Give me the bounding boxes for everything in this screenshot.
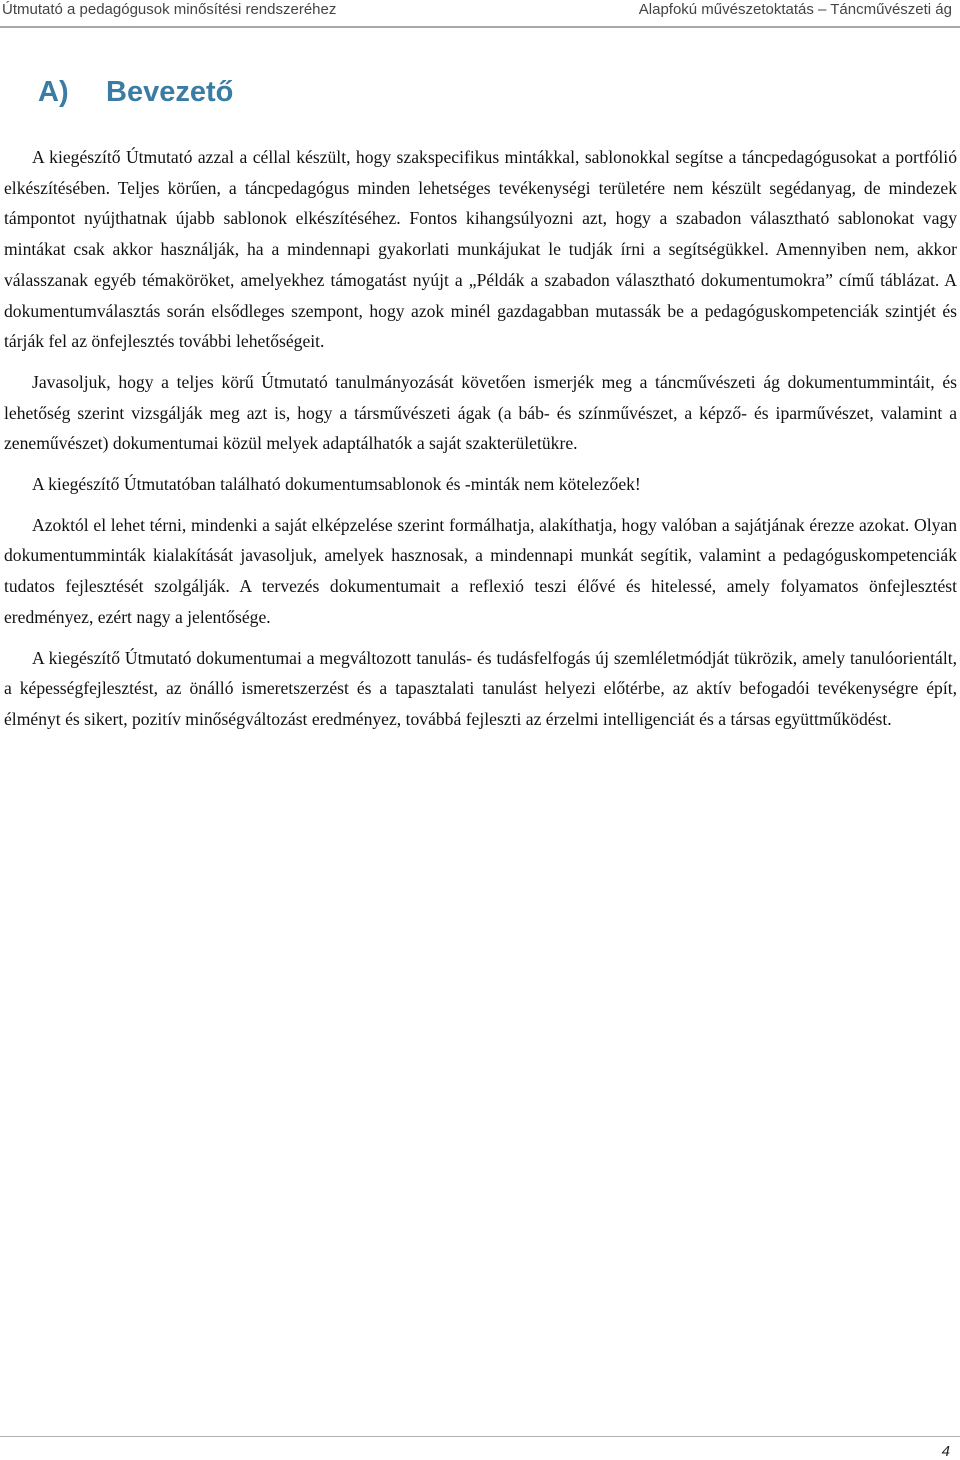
paragraph-intro: A kiegészítő Útmutató azzal a céllal készült, hogy szakspecifikus mintákkal, sablonokkal segítse a táncpedagógusokat a portfólió elkészítésében. Teljes körűen, a táncpedagógus minden lehetséges tevékenységi területére nem készült segédanyag, de mindezek támpontot nyújthatnak újabb sablonok elkészítéséhez. Fontos kihangsúlyozni azt, hogy a szabadon választható sablonokat vagy mintákat csak akkor használják, ha a mindennapi gyakorlati munkájukat le tudják írni a segítségükkel. Amennyiben nem, akkor válasszanak egyéb témaköröket, amelyekhez támogatást nyújt a „Példák a szabadon választható dokumentumokra” című táblázat. A dokumentumválasztás során elsődleges szempont, hogy azok minél gazdagabban mutassák be a pedagóguskompetenciák szintjét és tárják fel az önfejlesztés további lehetőségeit.	[4, 147, 957, 352]
paragraph-approach: A kiegészítő Útmutató dokumentumai a megváltozott tanulás- és tudásfelfogás új szemléletmódját tükrözik, amely tanulóorientált, a képességfejlesztést, az önálló ismeretszerzést és a tapasztalati tanulást helyezi előtérbe, az aktív befogadói tevékenységre épít, élményt és sikert, pozitív minőségváltozást eredményez, továbbá fejleszti az érzelmi intelligenciát és a társas együttműködést.	[4, 647, 957, 729]
header-document-title: Útmutató a pedagógusok minősítési rendszeréhez	[2, 1, 337, 18]
section-heading	[38, 76, 233, 109]
paragraph-not-mandatory: A kiegészítő Útmutatóban található dokumentumsablonok és -minták nem kötelezőek!	[32, 474, 641, 495]
section-letter: A)	[38, 76, 69, 108]
page-header	[0, 0, 960, 28]
page-footer	[0, 1436, 960, 1460]
page-number: 4	[941, 1443, 950, 1460]
header-section-title: Alapfokú művészetoktatás – Táncművészeti ág	[638, 1, 952, 18]
section-title-text: Bevezető	[106, 76, 234, 108]
paragraph-flexibility: Azoktól el lehet térni, mindenki a saját elképzelése szerint formálhatja, alakíthatja, hogy valóban a sajátjának érezze azokat. Olyan dokumentumminták kialakítását javasoljuk, amelyek hasznosak, a mindennapi munkát segítik, valamint a pedagóguskompetenciák tudatos fejlesztését szolgálják. A tervezés dokumentumait a reflexió teszi élővé és hitelessé, amely folyamatos önfejlesztést eredményez, ezért nagy a jelentősége.	[4, 514, 957, 627]
paragraph-recommendation: Javasoljuk, hogy a teljes körű Útmutató tanulmányozását követően ismerjék meg a táncművészeti ág dokumentummintáit, és lehetőség szerint vizsgálják meg azt is, hogy a társművészeti ágak (a báb- és színművészet, a képző- és iparművészet, valamint a zeneművészet) dokumentumai közül melyek adaptálhatók a saját szakterületükre.	[4, 371, 957, 454]
body-text	[4, 142, 957, 735]
